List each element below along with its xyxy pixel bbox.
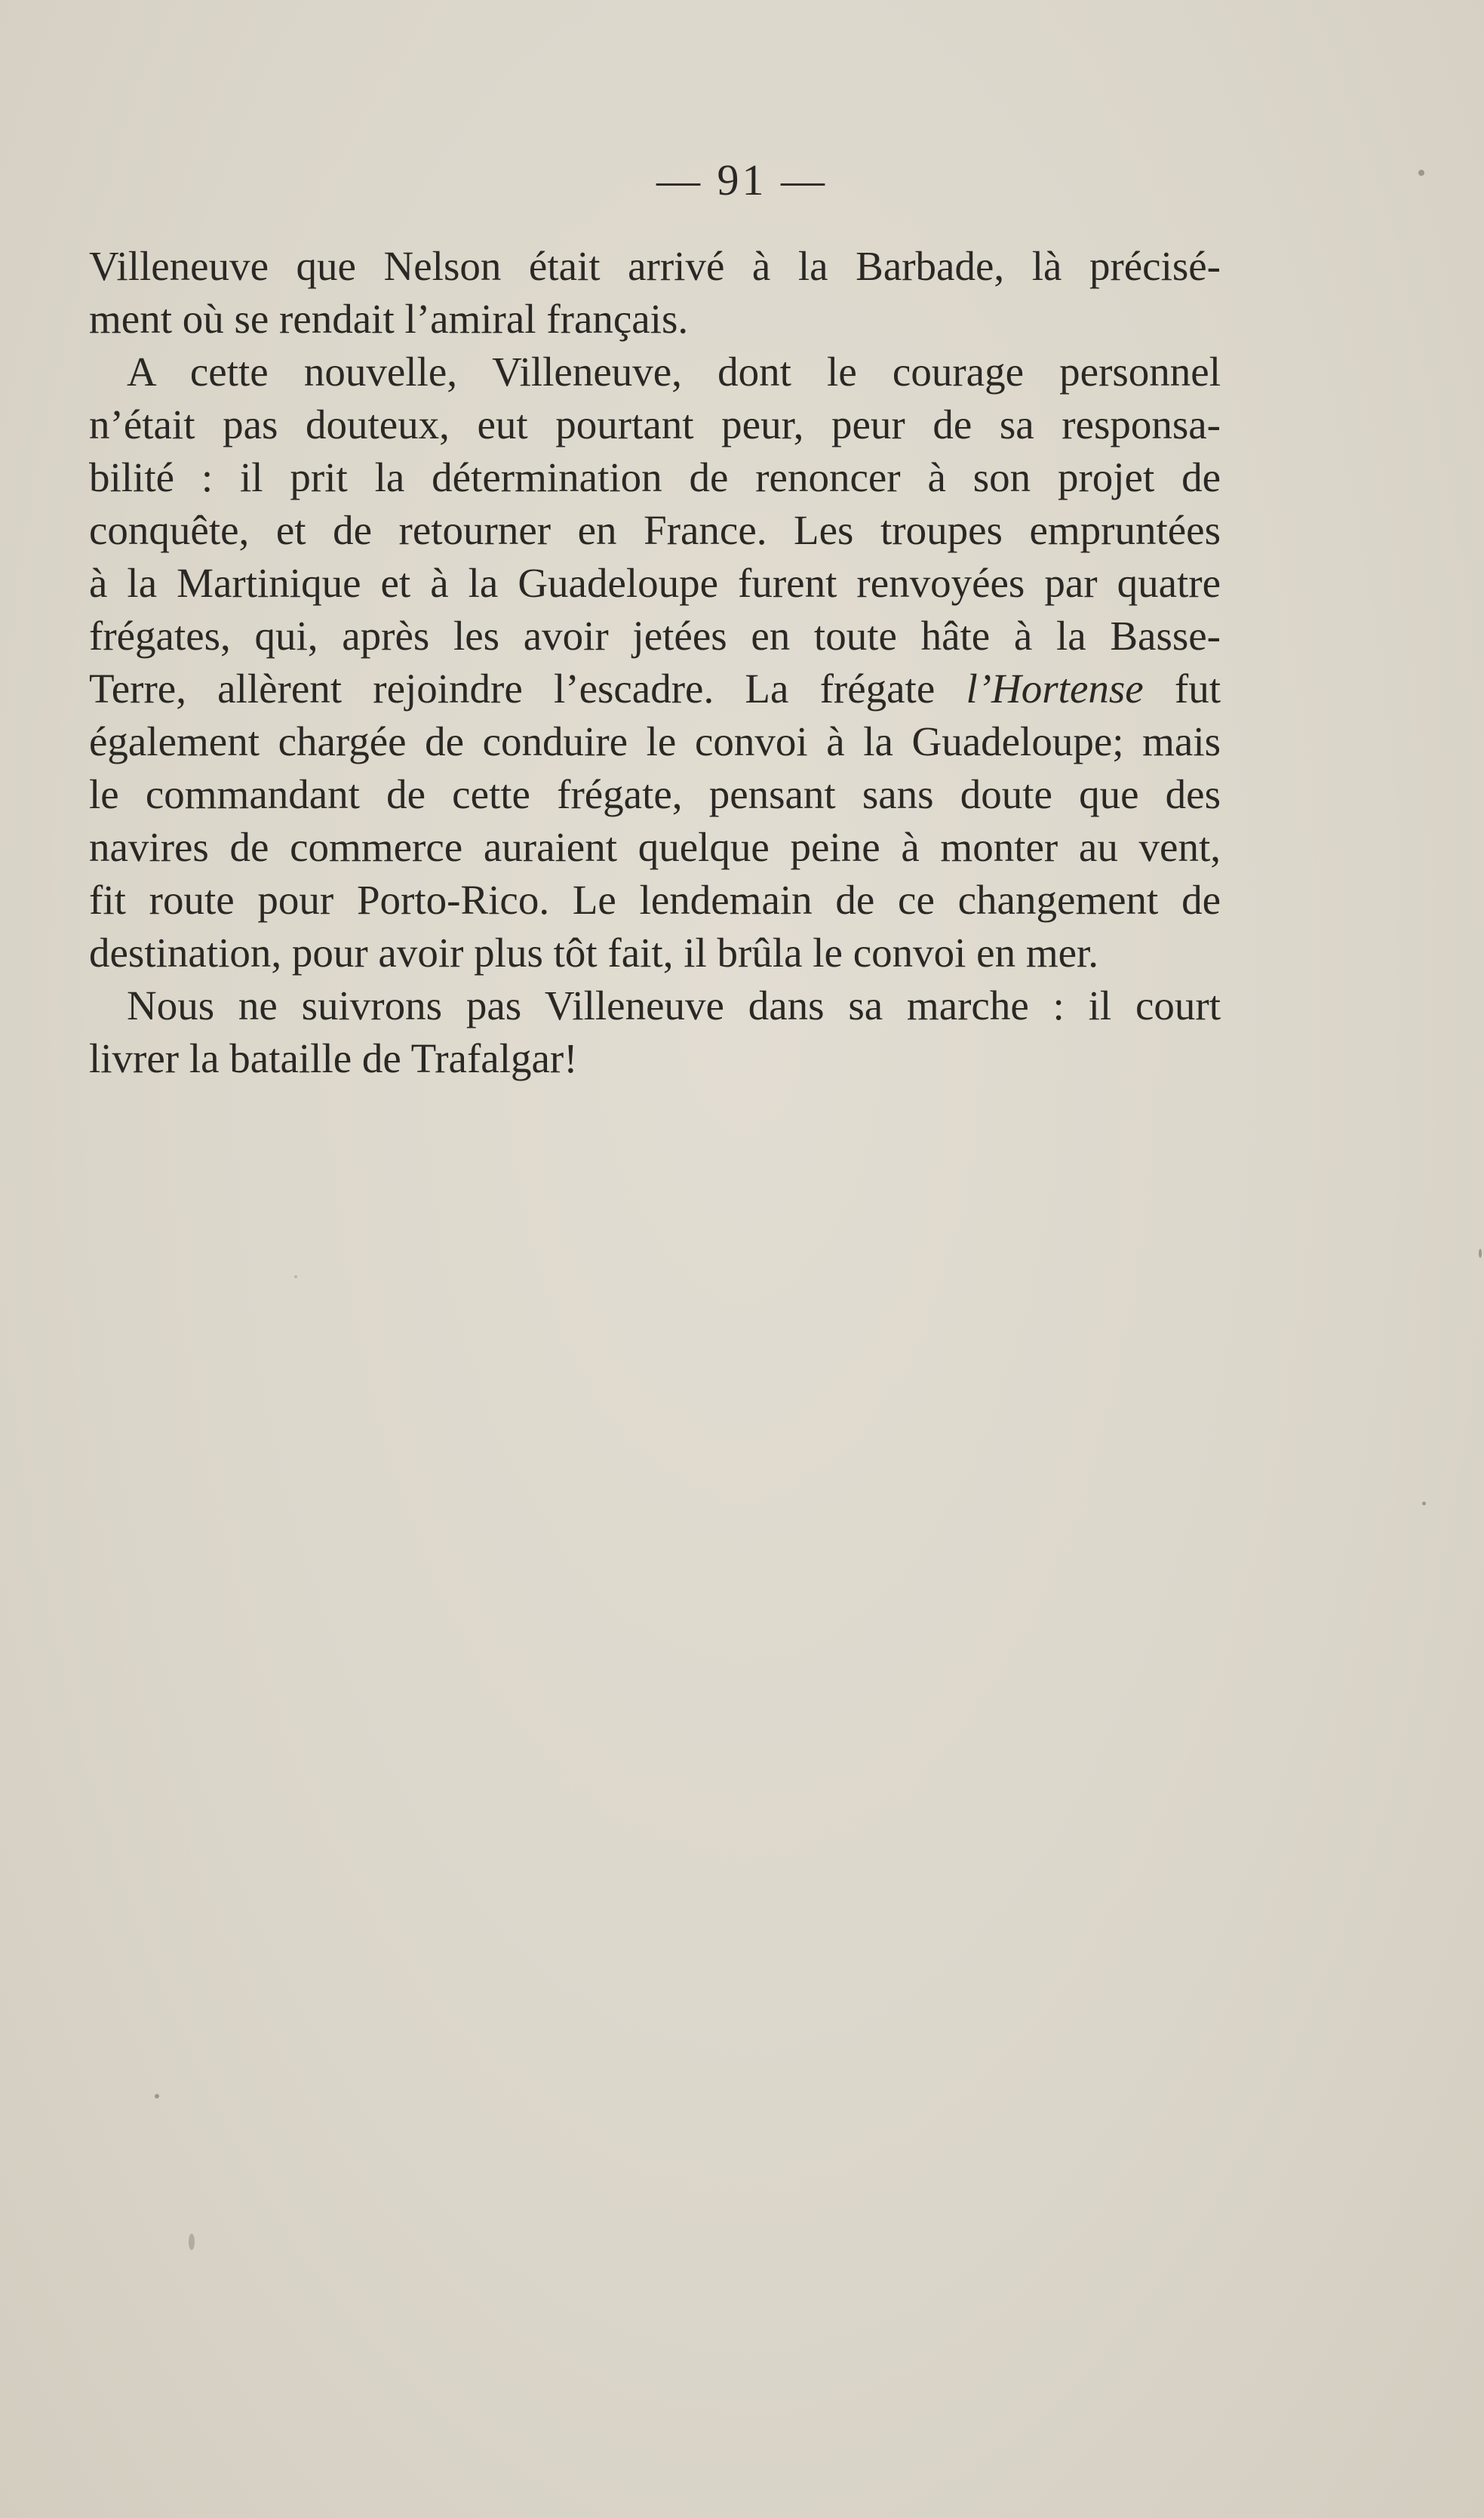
text-line: Nous ne suivrons pas Villeneuve dans sa marche : il court	[127, 982, 1221, 1028]
paper-speck	[1479, 1249, 1482, 1258]
text-line: destination, pour avoir plus tôt fait, il brûla le convoi en mer.	[89, 930, 1099, 976]
body-text	[89, 240, 1221, 1085]
text-line: le commandant de cette frégate, pensant sans doute que des	[89, 771, 1221, 817]
text-line: à la Martinique et à la Guadeloupe furent renvoyées par quatre	[89, 560, 1221, 606]
paper-speck	[1422, 1502, 1426, 1505]
text-line-with-italic	[89, 663, 1221, 715]
text-line: fit route pour Porto-Rico. Le lendemain de ce changement de	[89, 877, 1221, 923]
text-line: ment où se rendait l’amiral français.	[89, 296, 689, 342]
text-line: frégates, qui, après les avoir jetées en toute hâte à la Basse-	[89, 613, 1221, 659]
paper-speck	[189, 2234, 195, 2250]
text-run: Terre, allèrent rejoindre l’escadre. La frégate	[89, 666, 966, 712]
ship-name-italic: l’Hortense	[966, 666, 1144, 712]
text-line: bilité : il prit la détermination de renoncer à son projet de	[89, 454, 1221, 500]
paper-speck	[1418, 170, 1424, 176]
text-line: A cette nouvelle, Villeneuve, dont le courage personnel	[127, 349, 1221, 395]
text-line: également chargée de conduire le convoi à la Guadeloupe; mais	[89, 718, 1221, 764]
text-line: n’était pas douteux, eut pourtant peur, peur de sa responsa-	[89, 401, 1221, 447]
text-line: conquête, et de retourner en France. Les troupes empruntées	[89, 507, 1221, 553]
paper-speck	[155, 2094, 159, 2098]
text-line: navires de commerce auraient quelque peine à monter au vent,	[89, 824, 1221, 870]
page-number: — 91 —	[656, 155, 828, 204]
text-line: livrer la bataille de Trafalgar!	[89, 1035, 578, 1081]
text-run: fut	[1143, 666, 1221, 712]
paper-speck	[294, 1275, 297, 1278]
text-line: Villeneuve que Nelson était arrivé à la Barbade, là précisé-	[89, 243, 1221, 289]
